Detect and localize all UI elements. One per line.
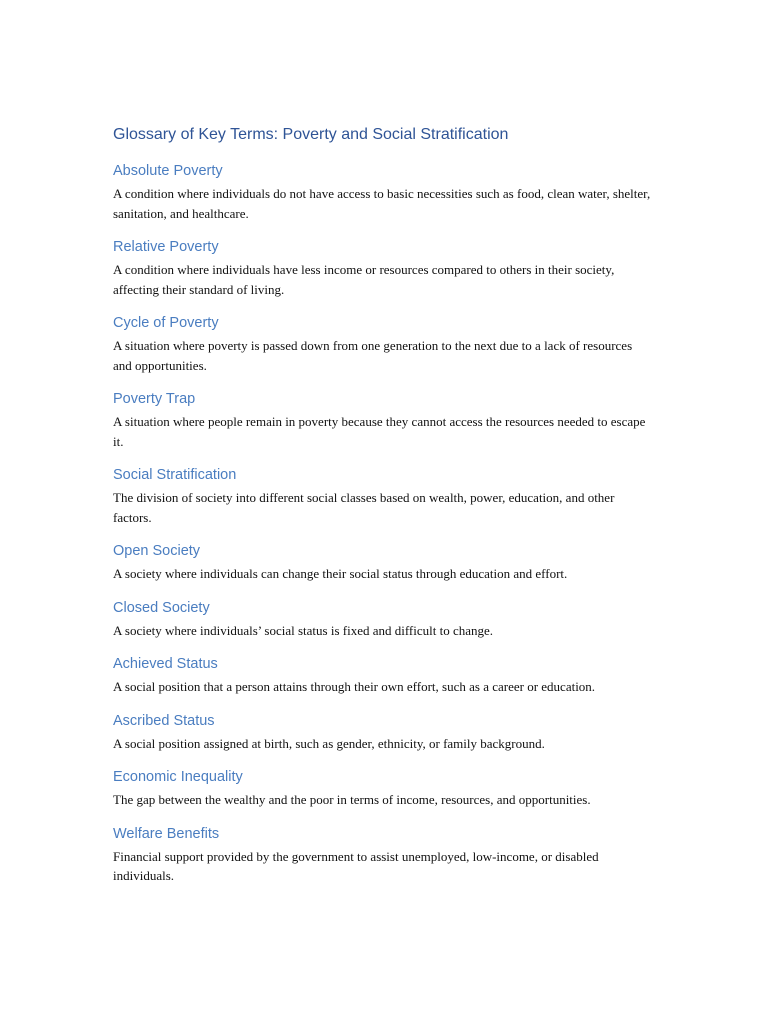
- glossary-entry-closed-society: [113, 598, 653, 641]
- term-definition: A condition where individuals have less income or resources compared to others in their society, affecting their standard of living.: [113, 262, 615, 297]
- term-definition: A situation where poverty is passed down from one generation to the next due to a lack of resources and opportunities.: [113, 338, 633, 373]
- term-heading: Economic Inequality: [113, 769, 243, 785]
- glossary-entry-poverty-trap: [113, 389, 653, 451]
- term-definition: The division of society into different social classes based on wealth, power, education, and other factors.: [113, 490, 615, 525]
- term-definition: A condition where individuals do not have access to basic necessities such as food, clean water, shelter, sanitation, and healthcare.: [113, 186, 651, 221]
- term-definition: Financial support provided by the government to assist unemployed, low-income, or disabled individuals.: [113, 848, 599, 883]
- term-heading: Achieved Status: [113, 656, 218, 672]
- glossary-entry-absolute-poverty: [113, 161, 653, 223]
- term-heading: Welfare Benefits: [113, 825, 220, 842]
- term-heading: Ascribed Status: [113, 712, 215, 729]
- term-heading: Cycle of Poverty: [113, 315, 219, 331]
- term-heading: Social Stratification: [113, 467, 237, 483]
- term-definition: A society where individuals’ social status is fixed and difficult to change.: [113, 622, 494, 638]
- term-definition: A situation where people remain in poverty because they cannot access the resources needed to escape it.: [113, 414, 646, 449]
- term-heading: Absolute Poverty: [113, 163, 223, 179]
- glossary-entry-relative-poverty: [113, 237, 653, 299]
- glossary-entry-ascribed-status: [113, 711, 653, 754]
- term-heading: Closed Society: [113, 599, 210, 616]
- term-heading: Open Society: [113, 543, 201, 559]
- glossary-entry-achieved-status: [113, 654, 653, 697]
- term-definition: A society where individuals can change their social status through education and effort.: [113, 566, 568, 581]
- glossary-entry-economic-inequality: [113, 767, 653, 810]
- term-definition: A social position assigned at birth, such as gender, ethnicity, or family background.: [113, 735, 545, 751]
- term-definition: A social position that a person attains through their own effort, such as a career or education.: [113, 679, 596, 694]
- term-definition: The gap between the wealthy and the poor in terms of income, resources, and opportunities.: [113, 792, 591, 807]
- term-heading: Poverty Trap: [113, 391, 196, 407]
- glossary-entry-social-stratification: [113, 465, 653, 527]
- term-heading: Relative Poverty: [113, 239, 219, 255]
- glossary-entry-open-society: [113, 541, 653, 584]
- document-page: [113, 124, 653, 900]
- glossary-entry-cycle-of-poverty: [113, 313, 653, 375]
- glossary-entry-welfare-benefits: [113, 824, 653, 886]
- page-title: Glossary of Key Terms: Poverty and Social Stratification: [113, 126, 509, 143]
